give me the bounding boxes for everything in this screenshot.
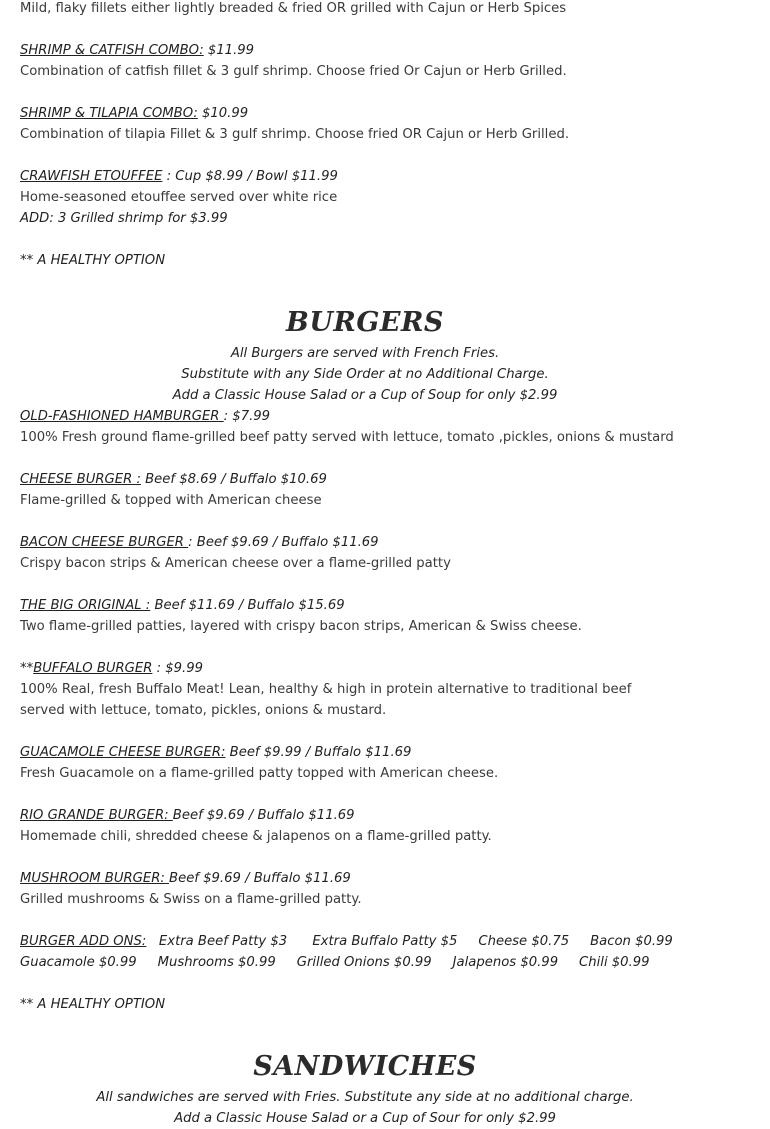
item-price: Beef $9.69 / Buffalo $11.69: [169, 871, 351, 886]
menu-item-buffalo-burger: [20, 658, 203, 679]
menu-item-big-original: [20, 595, 345, 616]
item-price: Beef $8.69 / Buffalo $10.69: [140, 472, 327, 487]
item-addon: ADD: 3 Grilled shrimp for $3.99: [20, 211, 228, 226]
menu-item-rio-grande-burger: [20, 805, 355, 826]
burger-addons: [20, 931, 673, 952]
burgers-note: Substitute with any Side Order at no Additional Charge.: [181, 367, 549, 382]
healthy-marker: **: [20, 661, 34, 676]
item-price: Beef $9.69 / Buffalo $11.69: [172, 808, 355, 823]
menu-item-bacon-cheese-burger: [20, 532, 379, 553]
section-title-sandwiches: SANDWICHES: [253, 1051, 477, 1082]
item-description: Combination of tilapia Fillet & 3 gulf shrimp. Choose fried OR Cajun or Herb Grilled.: [20, 127, 570, 142]
item-description: served with lettuce, tomato, pickles, onions & mustard.: [20, 703, 387, 718]
burgers-note: Add a Classic House Salad or a Cup of Soup for only $2.99: [172, 388, 558, 403]
menu-item-hamburger: [20, 406, 270, 427]
item-description: Two flame-grilled patties, layered with crispy bacon strips, American & Swiss cheese.: [20, 619, 582, 634]
item-description: Grilled mushrooms & Swiss on a flame-grilled patty.: [20, 892, 362, 907]
menu-item-shrimp-catfish: [20, 40, 254, 61]
menu-item-cheese-burger: [20, 469, 327, 490]
item-name: SHRIMP & CATFISH COMBO:: [20, 43, 204, 58]
fillet-description: Mild, flaky fillets either lightly breaded & fried OR grilled with Cajun or Herb Spices: [20, 1, 567, 16]
item-name: CHEESE BURGER :: [20, 472, 141, 487]
item-description: Crispy bacon strips & American cheese over a flame-grilled patty: [20, 556, 451, 571]
addons-list: Extra Beef Patty $3 Extra Buffalo Patty $5 Cheese $0.75 Bacon $0.99: [146, 934, 673, 949]
healthy-option-note: ** A HEALTHY OPTION: [20, 997, 166, 1012]
menu-item-crawfish-etouffee: [20, 166, 338, 187]
menu-item-mushroom-burger: [20, 868, 351, 889]
addons-label: BURGER ADD ONS:: [20, 934, 147, 949]
addons-list: Guacamole $0.99 Mushrooms $0.99 Grilled Onions $0.99 Jalapenos $0.99 Chili $0.99: [20, 955, 650, 970]
item-name: CRAWFISH ETOUFFEE: [20, 169, 163, 184]
item-price: : Beef $9.69 / Buffalo $11.69: [188, 535, 379, 550]
section-title-burgers: BURGERS: [286, 307, 444, 338]
item-name: RIO GRANDE BURGER:: [20, 808, 173, 823]
item-description: Flame-grilled & topped with American cheese: [20, 493, 322, 508]
menu-item-guacamole-cheese-burger: [20, 742, 411, 763]
menu-item-shrimp-tilapia: [20, 103, 248, 124]
item-price: $10.99: [197, 106, 249, 121]
item-description: Home-seasoned etouffee served over white rice: [20, 190, 338, 205]
item-name: SHRIMP & TILAPIA COMBO:: [20, 106, 198, 121]
item-price: : $7.99: [223, 409, 271, 424]
burgers-note: All Burgers are served with French Fries.: [230, 346, 500, 361]
sandwiches-note: Add a Classic House Salad or a Cup of Sour for only $2.99: [174, 1111, 556, 1126]
item-price: Beef $11.69 / Buffalo $15.69: [150, 598, 345, 613]
item-price: $11.99: [203, 43, 255, 58]
item-price: Beef $9.99 / Buffalo $11.69: [225, 745, 412, 760]
item-description: Combination of catfish fillet & 3 gulf shrimp. Choose fried Or Cajun or Herb Grilled.: [20, 64, 567, 79]
healthy-option-note: ** A HEALTHY OPTION: [20, 253, 166, 268]
item-price: : $9.99: [152, 661, 203, 676]
item-price: : Cup $8.99 / Bowl $11.99: [162, 169, 338, 184]
item-name: BUFFALO BURGER: [33, 661, 153, 676]
sandwiches-note: All sandwiches are served with Fries. Substitute any side at no additional charge.: [96, 1090, 634, 1105]
item-name: BACON CHEESE BURGER: [20, 535, 189, 550]
item-description: 100% Real, fresh Buffalo Meat! Lean, healthy & high in protein alternative to traditional beef: [20, 682, 632, 697]
item-name: GUACAMOLE CHEESE BURGER:: [20, 745, 226, 760]
item-name: MUSHROOM BURGER:: [20, 871, 170, 886]
item-description: Fresh Guacamole on a flame-grilled patty topped with American cheese.: [20, 766, 499, 781]
item-description: 100% Fresh ground flame-grilled beef patty served with lettuce, tomato ,pickles, onions & mustard: [20, 430, 674, 445]
item-name: OLD-FASHIONED HAMBURGER: [20, 409, 224, 424]
item-name: THE BIG ORIGINAL :: [20, 598, 151, 613]
item-description: Homemade chili, shredded cheese & jalapenos on a flame-grilled patty.: [20, 829, 492, 844]
